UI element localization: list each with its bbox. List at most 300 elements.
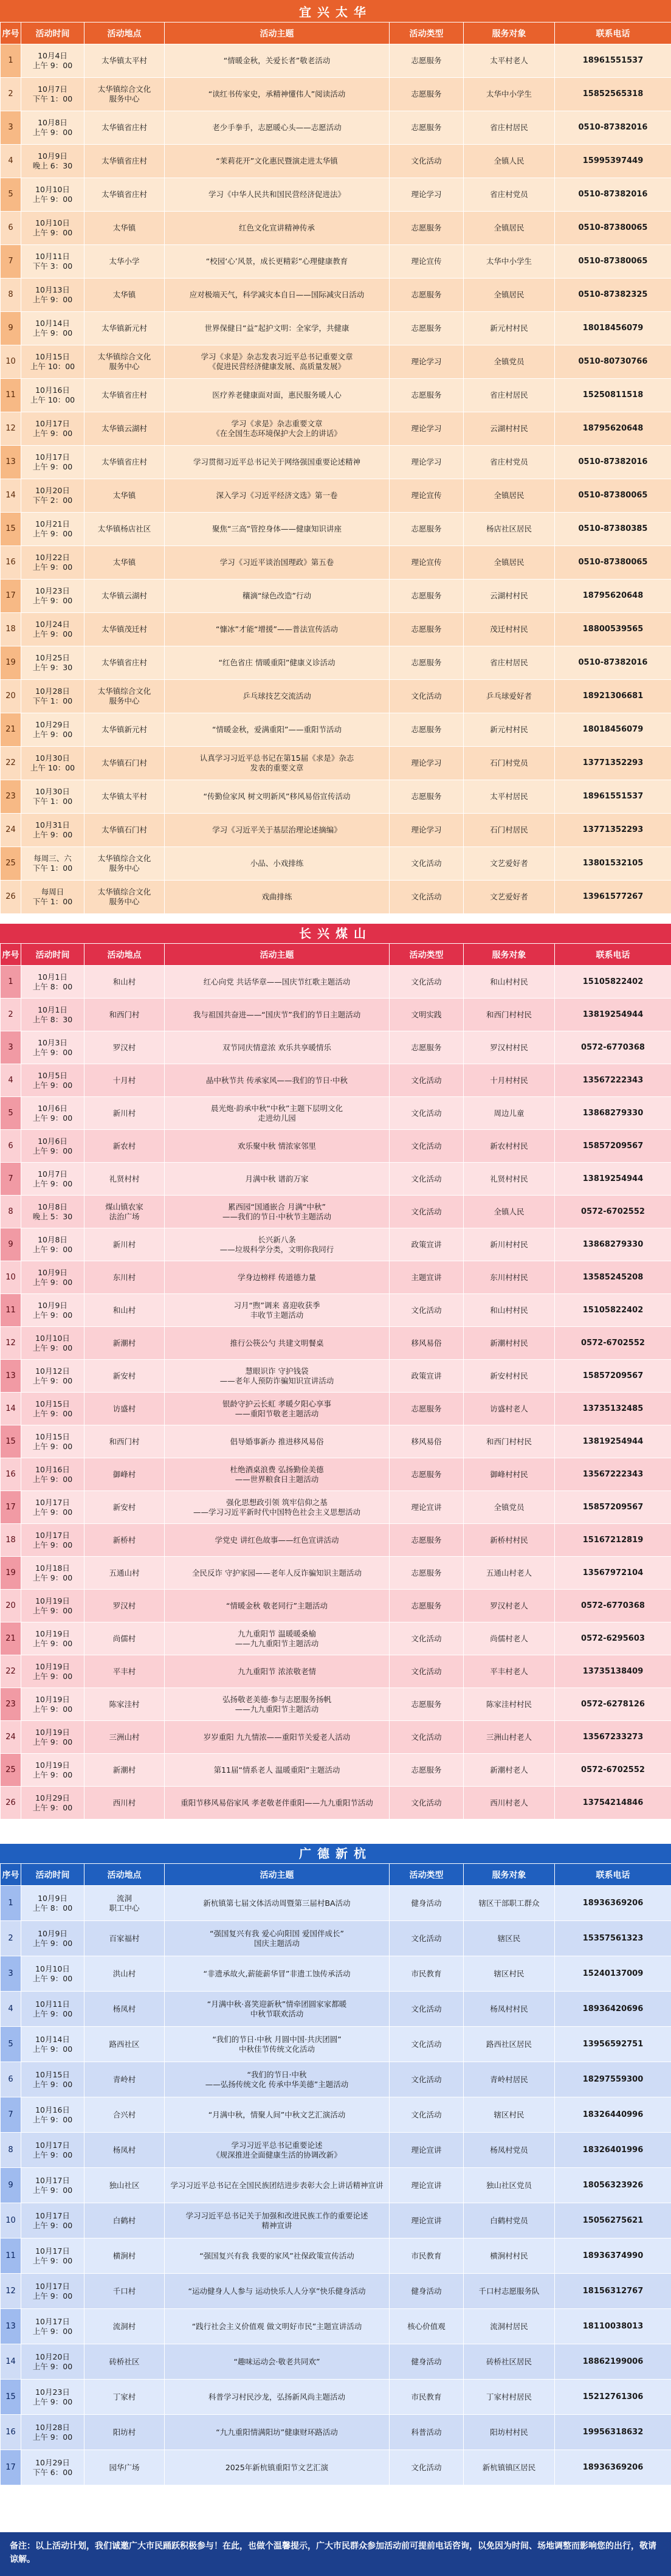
activity-time: 每周三、六 下午 1：00 — [21, 847, 84, 881]
activity-topic: 新杭镇第七届文体活动周暨第三届村BA活动 — [165, 1886, 390, 1921]
contact-phone[interactable]: 13735138409 — [555, 1655, 671, 1688]
header-time: 活动时间 — [21, 23, 84, 44]
service-target: 和山村村民 — [464, 1294, 555, 1327]
activity-time: 10月31日 上午 9：00 — [21, 814, 84, 847]
activity-place: 杨凤村 — [84, 2133, 165, 2168]
activity-type: 文化活动 — [390, 680, 464, 713]
contact-phone[interactable]: 13567222343 — [555, 1458, 671, 1491]
row-number: 12 — [1, 2274, 21, 2309]
header-topic: 活动主题 — [165, 23, 390, 44]
row-number: 18 — [1, 1524, 21, 1557]
service-target: 西川村老人 — [464, 1787, 555, 1819]
contact-phone[interactable]: 15852565318 — [555, 78, 671, 111]
activity-time: 10月9日 上午 9：00 — [21, 1294, 84, 1327]
contact-phone[interactable]: 15857209567 — [555, 1360, 671, 1393]
activity-place: 太华镇省庄村 — [84, 111, 165, 145]
service-target: 十月村村民 — [464, 1064, 555, 1097]
section-guangde-xinhang — [0, 1844, 671, 2485]
row-number: 15 — [1, 513, 21, 546]
contact-phone[interactable]: 15857209567 — [555, 1491, 671, 1524]
row-number: 7 — [1, 1163, 21, 1196]
row-number: 6 — [1, 1130, 21, 1163]
table-row — [1, 513, 671, 546]
contact-phone[interactable]: 13585245208 — [555, 1261, 671, 1294]
activity-type: 志愿服务 — [390, 613, 464, 646]
contact-phone[interactable]: 15105822402 — [555, 966, 671, 999]
contact-phone[interactable]: 15995397449 — [555, 145, 671, 178]
service-target: 全镇居民 — [464, 546, 555, 580]
activity-topic: “运动健身人人参与 运动快乐人人分享”快乐健身活动 — [165, 2274, 390, 2309]
row-number: 14 — [1, 1393, 21, 1425]
activity-type: 理论学习 — [390, 747, 464, 780]
activity-type: 理论宣传 — [390, 479, 464, 513]
activity-place: 和西门村 — [84, 999, 165, 1031]
contact-phone[interactable]: 18800539565 — [555, 613, 671, 646]
activity-time: 10月24日 上午 9：00 — [21, 613, 84, 646]
activity-type: 志愿服务 — [390, 1754, 464, 1787]
contact-phone[interactable]: 0510-87380065 — [555, 479, 671, 513]
contact-phone[interactable]: 18156312767 — [555, 2274, 671, 2309]
activity-place: 新安村 — [84, 1491, 165, 1524]
activity-type: 志愿服务 — [390, 580, 464, 613]
service-target: 新元村村民 — [464, 713, 555, 747]
activity-type: 移风易俗 — [390, 1425, 464, 1458]
activity-type: 文化活动 — [390, 1196, 464, 1228]
row-number: 6 — [1, 2062, 21, 2097]
service-target: 石门村居民 — [464, 814, 555, 847]
activity-type: 科普活动 — [390, 2415, 464, 2450]
contact-phone[interactable]: 15056275621 — [555, 2203, 671, 2238]
service-target: 云湖村村民 — [464, 580, 555, 613]
row-number: 8 — [1, 1196, 21, 1228]
table-row — [1, 646, 671, 680]
row-number: 26 — [1, 1787, 21, 1819]
activity-time: 10月23日 上午 9：00 — [21, 580, 84, 613]
activity-topic: 戏曲排练 — [165, 881, 390, 914]
contact-phone[interactable]: 18018456079 — [555, 713, 671, 747]
contact-phone[interactable]: 15105822402 — [555, 1294, 671, 1327]
contact-phone[interactable]: 0510-87380385 — [555, 513, 671, 546]
activity-topic: 学习贯彻习近平总书记关于网络强国重要论述精神 — [165, 446, 390, 479]
activity-table — [0, 22, 671, 914]
activity-type: 文化活动 — [390, 1622, 464, 1655]
service-target: 和山村村民 — [464, 966, 555, 999]
activity-type: 志愿服务 — [390, 1524, 464, 1557]
contact-phone[interactable]: 13801532105 — [555, 847, 671, 881]
contact-phone[interactable]: 18961551537 — [555, 780, 671, 814]
activity-time: 10月19日 上午 9：00 — [21, 1655, 84, 1688]
activity-time: 10月16日 上午 10：00 — [21, 379, 84, 412]
row-number: 26 — [1, 881, 21, 914]
contact-phone[interactable]: 13819254944 — [555, 1425, 671, 1458]
activity-place: 太华镇综合文化 服务中心 — [84, 78, 165, 111]
activity-time: 10月6日 上午 9：00 — [21, 1130, 84, 1163]
table-row — [1, 999, 671, 1031]
activity-type: 文化活动 — [390, 1721, 464, 1754]
activity-topic: 慧眼识诈 守护钱袋 ——老年人预防诈骗知识宣讲活动 — [165, 1360, 390, 1393]
activity-type: 志愿服务 — [390, 212, 464, 245]
row-number: 25 — [1, 1754, 21, 1787]
activity-topic: 老少手拳手，志愿暖心头——志愿活动 — [165, 111, 390, 145]
activity-topic: 穰滴“绿色改造”行动 — [165, 580, 390, 613]
activity-type: 文明实践 — [390, 999, 464, 1031]
row-number: 3 — [1, 1956, 21, 1992]
activity-time: 10月17日 上午 9：00 — [21, 2168, 84, 2203]
contact-phone[interactable]: 13771352293 — [555, 747, 671, 780]
activity-type: 市民教育 — [390, 2238, 464, 2274]
activity-place: 煤山镇农家 法治广场 — [84, 1196, 165, 1228]
row-number: 19 — [1, 646, 21, 680]
activity-type: 文化活动 — [390, 881, 464, 914]
activity-topic: 世界保健日“益”起护文明：全家学，共健康 — [165, 312, 390, 345]
activity-time: 10月10日 上午 9：00 — [21, 178, 84, 212]
table-row — [1, 1393, 671, 1425]
contact-phone[interactable]: 13819254944 — [555, 999, 671, 1031]
row-number: 8 — [1, 279, 21, 312]
activity-type: 文化活动 — [390, 1992, 464, 2027]
activity-place: 太华镇 — [84, 212, 165, 245]
contact-phone[interactable]: 13567222343 — [555, 1064, 671, 1097]
row-number: 23 — [1, 1688, 21, 1721]
activity-time: 10月30日 下午 1：00 — [21, 780, 84, 814]
activity-type: 市民教育 — [390, 2380, 464, 2415]
table-row — [1, 1196, 671, 1228]
service-target: 罗汉村村民 — [464, 1031, 555, 1064]
activity-time: 每周日 下午 1：00 — [21, 881, 84, 914]
contact-phone[interactable]: 13567972104 — [555, 1557, 671, 1590]
contact-phone[interactable]: 0572-6770368 — [555, 1031, 671, 1064]
row-number: 10 — [1, 2203, 21, 2238]
activity-place: 砖桥社区 — [84, 2344, 165, 2380]
activity-topic: “我们的节日·中秋 月圆中国·共庆团圆” 中秋佳节传统文化活动 — [165, 2027, 390, 2062]
service-target: 省庄村居民 — [464, 379, 555, 412]
activity-time: 10月12日 上午 9：00 — [21, 1360, 84, 1393]
section-title: 长兴煤山 — [0, 924, 671, 943]
header-topic: 活动主题 — [165, 944, 390, 966]
activity-topic: 学党史 讲红色故事——红色宣讲活动 — [165, 1524, 390, 1557]
service-target: 乒乓球爱好者 — [464, 680, 555, 713]
table-row — [1, 1787, 671, 1819]
activity-topic: 弘扬敬老美德·参与志愿服务扬帆 ——九九重阳节主题活动 — [165, 1688, 390, 1721]
activity-time: 10月17日 上午 9：00 — [21, 2133, 84, 2168]
section-changxing-meishan — [0, 924, 671, 1819]
service-target: 太平村老人 — [464, 44, 555, 78]
activity-place: 新川村 — [84, 1097, 165, 1130]
header-phone: 联系电话 — [555, 23, 671, 44]
activity-topic: 学习《习近平关于基层治理论述摘编》 — [165, 814, 390, 847]
activity-place: 横涧村 — [84, 2238, 165, 2274]
table-row — [1, 212, 671, 245]
contact-phone[interactable]: 18018456079 — [555, 312, 671, 345]
activity-type: 志愿服务 — [390, 1590, 464, 1622]
table-row — [1, 1425, 671, 1458]
activity-topic: “九九重阳情满阳坊”健康财环路活动 — [165, 2415, 390, 2450]
contact-phone[interactable]: 0510-80730766 — [555, 345, 671, 379]
activity-time: 10月19日 上午 9：00 — [21, 1590, 84, 1622]
contact-phone[interactable]: 18961551537 — [555, 44, 671, 78]
contact-phone[interactable]: 19956318632 — [555, 2415, 671, 2450]
contact-phone[interactable]: 18936374990 — [555, 2238, 671, 2274]
section-yixing-taihua — [0, 2, 671, 914]
contact-phone[interactable]: 18862199006 — [555, 2344, 671, 2380]
activity-topic: “强国复兴有我 我要的家风”社保政策宣传活动 — [165, 2238, 390, 2274]
activity-place: 新农村 — [84, 1130, 165, 1163]
header-place: 活动地点 — [84, 944, 165, 966]
activity-place: 太华镇石门村 — [84, 747, 165, 780]
table-row — [1, 1458, 671, 1491]
activity-place: 礼贤村村 — [84, 1163, 165, 1196]
contact-phone[interactable]: 15167212819 — [555, 1524, 671, 1557]
contact-phone[interactable]: 18795620648 — [555, 580, 671, 613]
contact-phone[interactable]: 18795620648 — [555, 412, 671, 446]
header-target: 服务对象 — [464, 23, 555, 44]
activity-place: 园华广场 — [84, 2450, 165, 2485]
activity-time: 10月20日 下午 2：00 — [21, 479, 84, 513]
activity-time: 10月3日 上午 9：00 — [21, 1031, 84, 1064]
contact-phone[interactable]: 0572-6770368 — [555, 1590, 671, 1622]
table-row — [1, 713, 671, 747]
table-row — [1, 2380, 671, 2415]
activity-time: 10月13日 上午 9：00 — [21, 279, 84, 312]
activity-time: 10月23日 上午 9：00 — [21, 2380, 84, 2415]
row-number: 2 — [1, 78, 21, 111]
contact-phone[interactable]: 13754214846 — [555, 1787, 671, 1819]
activity-time: 10月29日 上午 9：00 — [21, 1787, 84, 1819]
activity-place: 西川村 — [84, 1787, 165, 1819]
activity-topic: 学习习近平总书记关于加强和改进民族工作的重要论述 精神宣讲 — [165, 2203, 390, 2238]
table-row — [1, 814, 671, 847]
row-number: 13 — [1, 2309, 21, 2344]
header-phone: 联系电话 — [555, 1864, 671, 1886]
service-target: 新桥村村民 — [464, 1524, 555, 1557]
contact-phone[interactable]: 18921306681 — [555, 680, 671, 713]
row-number: 11 — [1, 379, 21, 412]
table-row — [1, 78, 671, 111]
table-row — [1, 1992, 671, 2027]
table-row — [1, 2203, 671, 2238]
activity-topic: 我与祖国共奋进——“国庆节”我们的节日主题活动 — [165, 999, 390, 1031]
table-row — [1, 1886, 671, 1921]
activity-topic: 深入学习《习近平经济文选》第一卷 — [165, 479, 390, 513]
contact-phone[interactable]: 0510-87382325 — [555, 279, 671, 312]
activity-place: 太华镇石门村 — [84, 814, 165, 847]
activity-type: 志愿服务 — [390, 111, 464, 145]
contact-phone[interactable]: 0572-6702552 — [555, 1327, 671, 1360]
activity-type: 志愿服务 — [390, 646, 464, 680]
activity-topic: 银龄守护云长虹 孝暖夕阳心享事 ——重阳节敬老主题活动 — [165, 1393, 390, 1425]
activity-time: 10月1日 上午 8：30 — [21, 999, 84, 1031]
activity-topic: “月满中秋，情聚人间”中秋文艺汇演活动 — [165, 2097, 390, 2133]
service-target: 青岭村居民 — [464, 2062, 555, 2097]
contact-phone[interactable]: 15357561323 — [555, 1921, 671, 1956]
contact-phone[interactable]: 13956592751 — [555, 2027, 671, 2062]
row-number: 11 — [1, 1294, 21, 1327]
service-target: 白鹤村党员 — [464, 2203, 555, 2238]
activity-place: 罗汉村 — [84, 1031, 165, 1064]
service-target: 新潮村老人 — [464, 1754, 555, 1787]
row-number: 1 — [1, 966, 21, 999]
activity-topic: 认真学习习近平总书记在第15届《求是》杂志 发表的重要文章 — [165, 747, 390, 780]
activity-place: 太华镇 — [84, 479, 165, 513]
activity-place: 太华镇省庄村 — [84, 145, 165, 178]
contact-phone[interactable]: 0572-6702552 — [555, 1754, 671, 1787]
row-number: 7 — [1, 245, 21, 279]
activity-place: 白鹤村 — [84, 2203, 165, 2238]
contact-phone[interactable]: 15250811518 — [555, 379, 671, 412]
activity-time: 10月17日 上午 9：00 — [21, 2203, 84, 2238]
activity-type: 核心价值观 — [390, 2309, 464, 2344]
table-row — [1, 580, 671, 613]
row-number: 1 — [1, 1886, 21, 1921]
table-row — [1, 178, 671, 212]
table-row — [1, 312, 671, 345]
activity-place: 和山村 — [84, 966, 165, 999]
service-target: 流洞村居民 — [464, 2309, 555, 2344]
contact-phone[interactable]: 13567233273 — [555, 1721, 671, 1754]
activity-time: 10月15日 上午 9：00 — [21, 1393, 84, 1425]
header-type: 活动类型 — [390, 1864, 464, 1886]
activity-time: 10月10日 上午 9：00 — [21, 212, 84, 245]
activity-time: 10月22日 上午 9：00 — [21, 546, 84, 580]
contact-phone[interactable]: 13868279330 — [555, 1097, 671, 1130]
row-number: 24 — [1, 1721, 21, 1754]
header-topic: 活动主题 — [165, 1864, 390, 1886]
row-number: 5 — [1, 178, 21, 212]
service-target: 新杭镇镇区居民 — [464, 2450, 555, 2485]
service-target: 三洲山村老人 — [464, 1721, 555, 1754]
activity-type: 健身活动 — [390, 2274, 464, 2309]
activity-time: 10月17日 上午 9：00 — [21, 2274, 84, 2309]
activity-place: 杨凤村 — [84, 1992, 165, 2027]
activity-topic: 推行公筷公勺 共建文明餐桌 — [165, 1327, 390, 1360]
row-number: 15 — [1, 2380, 21, 2415]
activity-type: 主题宣讲 — [390, 1261, 464, 1294]
table-row — [1, 1956, 671, 1992]
row-number: 9 — [1, 2168, 21, 2203]
contact-phone[interactable]: 18110038013 — [555, 2309, 671, 2344]
table-row — [1, 2168, 671, 2203]
activity-topic: “红色省庄 情暖重阳”健康义诊活动 — [165, 646, 390, 680]
activity-place: 太华镇太平村 — [84, 780, 165, 814]
row-number: 22 — [1, 747, 21, 780]
contact-phone[interactable]: 15212761306 — [555, 2380, 671, 2415]
contact-phone[interactable]: 0510-87380065 — [555, 245, 671, 279]
contact-phone[interactable]: 13961577267 — [555, 881, 671, 914]
activity-time: 10月7日 下午 1：00 — [21, 78, 84, 111]
activity-place: 太华镇省庄村 — [84, 446, 165, 479]
contact-phone[interactable]: 0510-87382016 — [555, 111, 671, 145]
activity-time: 10月17日 上午 9：00 — [21, 412, 84, 446]
activity-topic: 2025年新杭镇重阳节文艺汇演 — [165, 2450, 390, 2485]
contact-phone[interactable]: 0510-87382016 — [555, 178, 671, 212]
contact-phone[interactable]: 18936369206 — [555, 1886, 671, 1921]
activity-topic: 双节同庆情意浓 欢乐共享暖情乐 — [165, 1031, 390, 1064]
activity-place: 合兴村 — [84, 2097, 165, 2133]
table-row — [1, 1921, 671, 1956]
activity-place: 太华镇 — [84, 279, 165, 312]
activity-type: 健身活动 — [390, 1886, 464, 1921]
row-number: 2 — [1, 1921, 21, 1956]
activity-type: 志愿服务 — [390, 1557, 464, 1590]
activity-time: 10月19日 上午 9：00 — [21, 1622, 84, 1655]
contact-phone[interactable]: 0510-87382016 — [555, 446, 671, 479]
contact-phone[interactable]: 15240137009 — [555, 1956, 671, 1992]
activity-type: 志愿服务 — [390, 1458, 464, 1491]
activity-type: 理论学习 — [390, 412, 464, 446]
activity-time: 10月19日 上午 9：00 — [21, 1721, 84, 1754]
contact-phone[interactable]: 18056323926 — [555, 2168, 671, 2203]
service-target: 丁家村村居民 — [464, 2380, 555, 2415]
table-row — [1, 1655, 671, 1688]
activity-time: 10月11日 上午 9：00 — [21, 1992, 84, 2027]
activity-topic: “情暖金秋，爱满重阳”——重阳节活动 — [165, 713, 390, 747]
activity-time: 10月17日 上午 9：00 — [21, 2238, 84, 2274]
service-target: 全镇党员 — [464, 345, 555, 379]
contact-phone[interactable]: 0572-6702552 — [555, 1196, 671, 1228]
activity-type: 理论宣讲 — [390, 2133, 464, 2168]
contact-phone[interactable]: 18326401996 — [555, 2133, 671, 2168]
contact-phone[interactable]: 0572-6295603 — [555, 1622, 671, 1655]
service-target: 阳坊村村民 — [464, 2415, 555, 2450]
contact-phone[interactable]: 13868279330 — [555, 1228, 671, 1261]
activity-type: 志愿服务 — [390, 44, 464, 78]
activity-topic: 聚焦“三高”管控身体——健康知识讲座 — [165, 513, 390, 546]
table-row — [1, 780, 671, 814]
contact-phone[interactable]: 18297559300 — [555, 2062, 671, 2097]
contact-phone[interactable]: 0510-87382016 — [555, 646, 671, 680]
contact-phone[interactable]: 18326440996 — [555, 2097, 671, 2133]
contact-phone[interactable]: 13771352293 — [555, 814, 671, 847]
row-number: 5 — [1, 2027, 21, 2062]
activity-topic: 乒乓球技艺交流活动 — [165, 680, 390, 713]
row-number: 16 — [1, 546, 21, 580]
contact-phone[interactable]: 0510-87380065 — [555, 212, 671, 245]
row-number: 16 — [1, 1458, 21, 1491]
contact-phone[interactable]: 13735132485 — [555, 1393, 671, 1425]
activity-topic: 倡导婚事新办 推进移风易俗 — [165, 1425, 390, 1458]
activity-topic: “非遗承故火,薪能薪华冒”非遗工蚀传承活动 — [165, 1956, 390, 1992]
contact-phone[interactable]: 0572-6278126 — [555, 1688, 671, 1721]
activity-place: 太华镇综合文化 服务中心 — [84, 345, 165, 379]
row-number: 9 — [1, 312, 21, 345]
activity-place: 百家福村 — [84, 1921, 165, 1956]
contact-phone[interactable]: 13819254944 — [555, 1163, 671, 1196]
contact-phone[interactable]: 0510-87380065 — [555, 546, 671, 580]
contact-phone[interactable]: 18936369206 — [555, 2450, 671, 2485]
row-number: 4 — [1, 145, 21, 178]
activity-time: 10月10日 上午 9：00 — [21, 1327, 84, 1360]
contact-phone[interactable]: 15857209567 — [555, 1130, 671, 1163]
activity-place: 太华镇省庄村 — [84, 646, 165, 680]
header-phone: 联系电话 — [555, 944, 671, 966]
contact-phone[interactable]: 18936420696 — [555, 1992, 671, 2027]
activity-place: 陈家洼村 — [84, 1688, 165, 1721]
table-header-row — [1, 944, 671, 966]
table-row — [1, 446, 671, 479]
table-row — [1, 379, 671, 412]
activity-type: 志愿服务 — [390, 78, 464, 111]
activity-place: 太华镇 — [84, 546, 165, 580]
activity-place: 五通山村 — [84, 1557, 165, 1590]
activity-place: 青岭村 — [84, 2062, 165, 2097]
activity-topic: 强化思想政引领 筑牢信仰之基 ——学习习近平新时代中国特色社会主义思想活动 — [165, 1491, 390, 1524]
table-row — [1, 1524, 671, 1557]
table-header-row — [1, 23, 671, 44]
service-target: 新川村村民 — [464, 1228, 555, 1261]
service-target: 新安村村民 — [464, 1360, 555, 1393]
row-number: 13 — [1, 1360, 21, 1393]
table-row — [1, 2238, 671, 2274]
